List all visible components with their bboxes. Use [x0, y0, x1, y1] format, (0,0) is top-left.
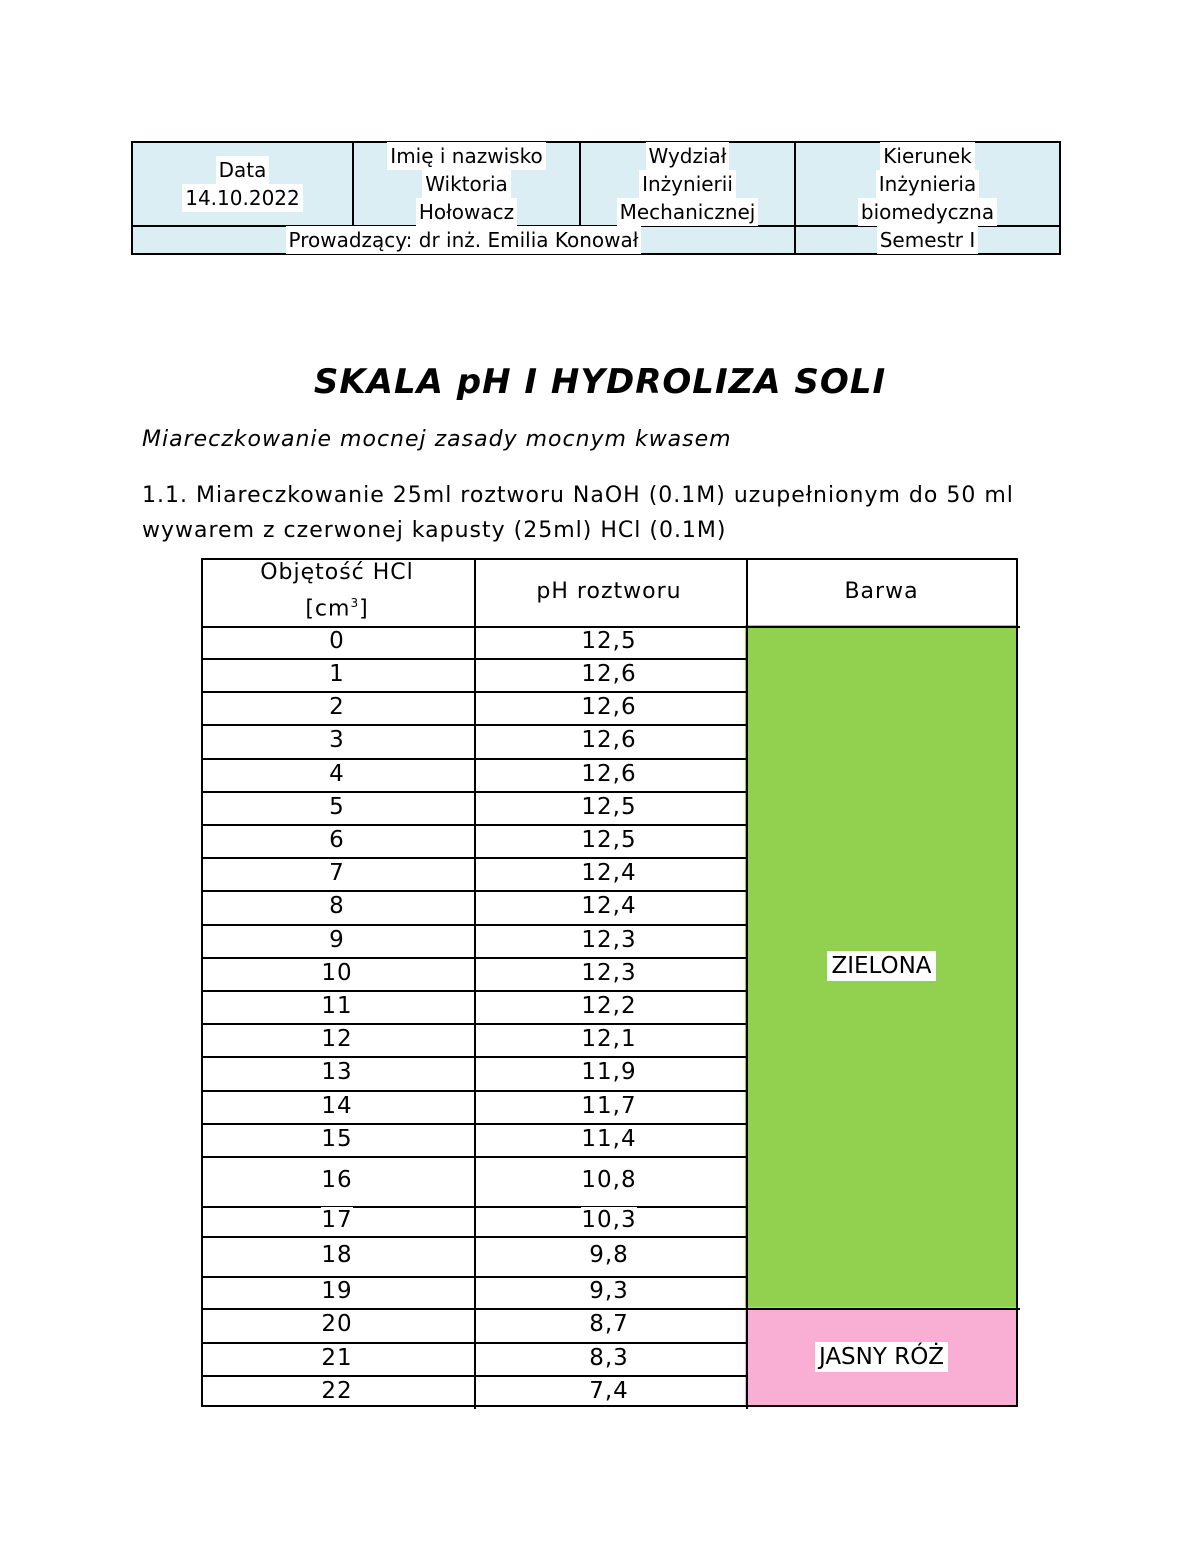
table-cell-volume: 17: [321, 1207, 353, 1233]
name-first: Wiktoria: [422, 170, 511, 198]
table-cell-ph: 12,5: [581, 628, 637, 654]
name-label: Imię i nazwisko: [387, 142, 545, 170]
table-cell-volume: 18: [321, 1242, 353, 1268]
faculty-line1: Inżynierii: [639, 170, 736, 198]
section-subtitle: Miareczkowanie mocnej zasady mocnym kwasem: [142, 427, 732, 452]
color-label-pink: JASNY RÓŻ: [815, 1342, 948, 1372]
titration-table: [201, 558, 1018, 1407]
table-cell-volume: 19: [321, 1278, 353, 1304]
column-header-volume-line2: $[cm^3]$: [305, 596, 369, 622]
name-cell: [354, 143, 579, 225]
table-cell-ph: 12,5: [581, 826, 637, 853]
table-cell-volume: 12: [321, 1025, 353, 1052]
table-cell-volume: 21: [321, 1344, 353, 1371]
field-label: Kierunek: [880, 142, 974, 170]
table-cell-ph: 7,4: [589, 1377, 629, 1404]
date-cell: [133, 143, 352, 225]
faculty-cell: [581, 143, 794, 225]
table-cell-volume: 11: [321, 992, 353, 1019]
task-description: 1.1. Miareczkowanie 25ml roztworu NaOH (0.1M) uzupełnionym do 50 ml wywarem z czerwonej kapusty (25ml) HCl (0.1M): [142, 483, 1014, 543]
table-cell-ph: 12,6: [581, 727, 637, 753]
name-last: Hołowacz: [416, 198, 517, 226]
date-value: 14.10.2022: [182, 184, 303, 212]
table-cell-volume: 0: [329, 628, 345, 654]
table-cell-volume: 22: [321, 1377, 353, 1404]
table-cell-ph: 12,3: [581, 959, 637, 986]
column-header-volume-line1: Objętość HCl: [260, 560, 414, 586]
table-cell-ph: 12,4: [581, 893, 637, 919]
supervisor-text: Prowadzący: dr inż. Emilia Konował: [286, 226, 642, 254]
color-label-green: ZIELONA: [827, 951, 935, 981]
field-line1: Inżynieria: [876, 170, 979, 198]
table-cell-ph: 12,2: [581, 992, 637, 1019]
table-cell-volume: 1: [329, 660, 345, 687]
table-cell-volume: 14: [321, 1092, 353, 1119]
table-cell-ph: 12,3: [581, 926, 637, 953]
table-cell-volume: 16: [321, 1167, 353, 1193]
table-cell-volume: 5: [329, 793, 345, 820]
table-cell-volume: 8: [329, 893, 345, 919]
table-cell-volume: 13: [321, 1059, 353, 1085]
date-label: Data: [216, 156, 270, 184]
table-cell-ph: 11,9: [581, 1059, 637, 1085]
table-cell-ph: 9,3: [589, 1278, 629, 1304]
table-cell-ph: 8,7: [589, 1311, 629, 1337]
table-cell-volume: 4: [329, 760, 345, 787]
table-cell-ph: 10,3: [581, 1207, 637, 1233]
table-cell-ph: 12,6: [581, 693, 637, 720]
table-cell-ph: 10,8: [581, 1167, 637, 1193]
column-header-ph-label: pH roztworu: [536, 578, 682, 604]
header-table: [131, 141, 1061, 255]
table-cell-volume: 6: [329, 826, 345, 853]
faculty-label: Wydział: [646, 142, 730, 170]
table-cell-volume: 9: [329, 926, 345, 953]
table-cell-ph: 12,6: [581, 660, 637, 687]
semester-text: Semestr I: [877, 226, 979, 254]
field-line2: biomedyczna: [858, 198, 997, 226]
table-cell-volume: 15: [321, 1125, 353, 1152]
table-cell-ph: 8,3: [589, 1344, 629, 1371]
table-cell-ph: 11,4: [581, 1125, 637, 1152]
table-cell-ph: 11,7: [581, 1092, 637, 1119]
table-cell-ph: 9,8: [589, 1242, 629, 1268]
faculty-line2: Mechanicznej: [617, 198, 759, 226]
table-cell-ph: 12,1: [581, 1025, 637, 1052]
table-cell-volume: 10: [321, 959, 353, 986]
table-cell-ph: 12,4: [581, 859, 637, 886]
table-cell-volume: 20: [321, 1311, 353, 1337]
semester-cell: [796, 227, 1059, 253]
table-cell-ph: 12,6: [581, 760, 637, 787]
table-cell-ph: 12,5: [581, 793, 637, 820]
table-cell-volume: 2: [329, 693, 345, 720]
supervisor-cell: [133, 227, 794, 253]
page-title: SKALA pH I HYDROLIZA SOLI: [313, 362, 887, 402]
column-header-color-label: Barwa: [844, 578, 919, 604]
table-cell-volume: 7: [329, 859, 345, 886]
field-cell: [796, 143, 1059, 225]
table-cell-volume: 3: [329, 727, 345, 753]
